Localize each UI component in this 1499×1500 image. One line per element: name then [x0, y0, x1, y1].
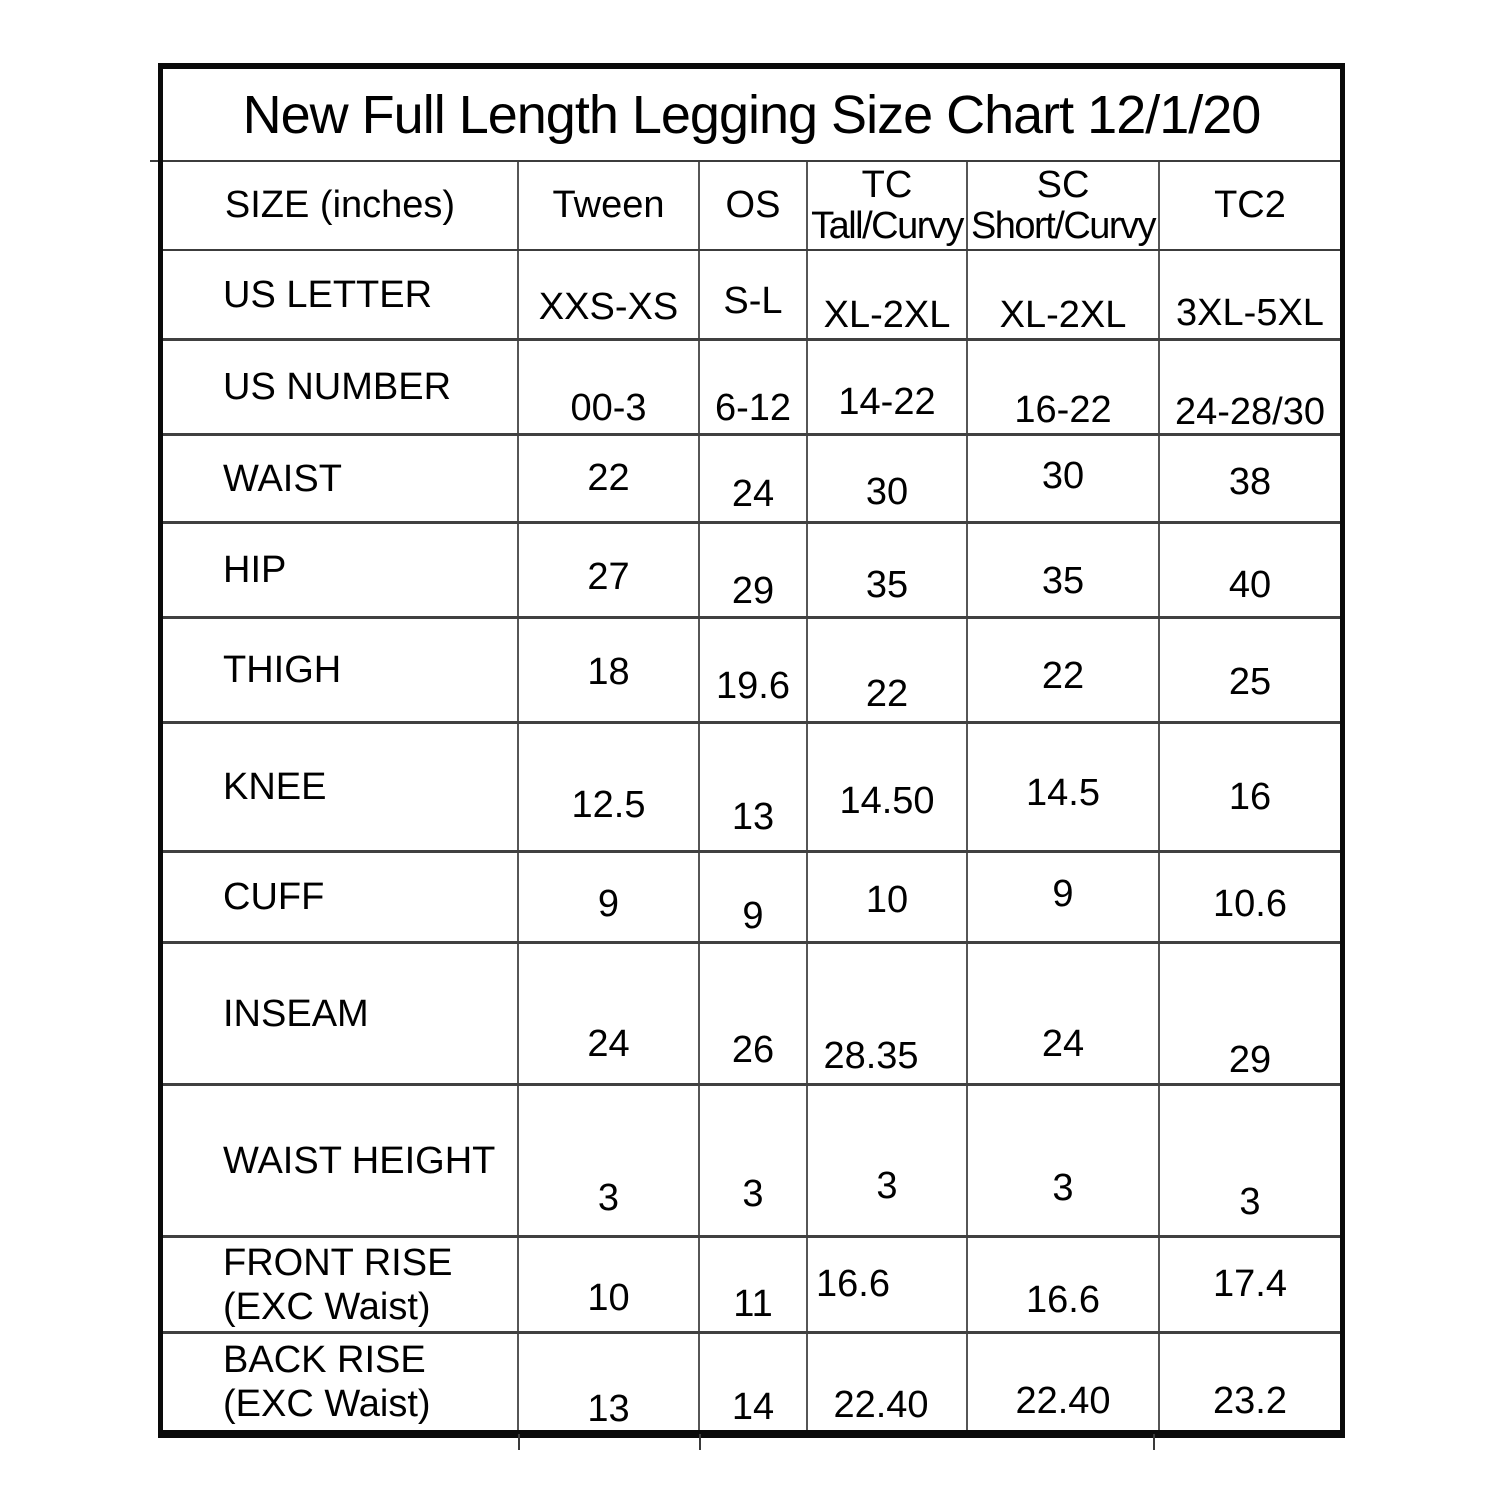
cell-value	[968, 944, 1160, 1083]
cell-value-text: 29	[731, 570, 775, 612]
cell-value-text: 35	[1041, 560, 1085, 602]
cell-value-text: 22	[587, 457, 630, 499]
row-label-cell	[163, 944, 519, 1083]
row-sublabel: (EXC Waist)	[223, 1383, 431, 1425]
cell-value-text: 24	[587, 1023, 630, 1065]
cell-value	[1160, 524, 1340, 616]
cell-value-text: 22.40	[1015, 1380, 1111, 1422]
cell-value	[968, 251, 1160, 338]
cell-value	[968, 1238, 1160, 1331]
header-row	[163, 162, 1340, 251]
cell-value-text: XL-2XL	[823, 294, 951, 336]
cell-value	[700, 853, 808, 941]
cell-value	[519, 1086, 700, 1235]
cell-value	[519, 341, 700, 433]
table-row	[163, 341, 1340, 436]
divider-tick	[150, 160, 158, 162]
title-row	[163, 69, 1340, 162]
cell-value	[519, 619, 700, 721]
cell-value	[700, 1238, 808, 1331]
cell-value-text: 40	[1228, 564, 1272, 606]
cell-value	[968, 341, 1160, 433]
row-label: US NUMBER	[223, 366, 452, 408]
cell-value	[1160, 1334, 1340, 1430]
cell-value-text: 14.5	[1026, 772, 1100, 814]
cell-value	[519, 1334, 700, 1430]
cell-value	[1160, 724, 1340, 850]
cell-value-text: 30	[865, 471, 909, 513]
cell-value	[808, 341, 968, 433]
cell-value-text: 9	[742, 895, 764, 937]
row-label: US LETTER	[223, 273, 433, 316]
cell-value-text: 29	[1228, 1039, 1272, 1081]
row-label: KNEE	[223, 766, 327, 808]
page-title: New Full Length Legging Size Chart 12/1/20	[242, 84, 1261, 145]
cell-value	[700, 944, 808, 1083]
cell-value	[1160, 436, 1340, 521]
cell-value	[1160, 853, 1340, 941]
table-row	[163, 1086, 1340, 1238]
column-line-tail	[518, 1434, 520, 1450]
cell-value	[808, 1086, 968, 1235]
cell-value	[968, 1334, 1160, 1430]
cell-value	[1160, 619, 1340, 721]
cell-value-text: 30	[1041, 455, 1085, 497]
cell-value-text: 22.40	[833, 1384, 929, 1426]
cell-value-text: 13	[587, 1388, 630, 1430]
cell-value	[808, 1238, 968, 1331]
cell-value-text: 24-28/30	[1174, 391, 1325, 433]
cell-value	[519, 853, 700, 941]
cell-value-text: 12.5	[571, 784, 646, 826]
column-header-label: SIZE (inches)	[224, 184, 456, 226]
cell-value-text: S-L	[723, 280, 783, 322]
row-label: THIGH	[223, 649, 342, 691]
column-header	[968, 162, 1160, 249]
cell-value-text: XL-2XL	[999, 294, 1127, 336]
cell-value-text: 9	[1052, 873, 1074, 915]
row-label-cell	[163, 1086, 519, 1235]
row-label-cell	[163, 1238, 519, 1331]
cell-value-text: 18	[587, 651, 630, 693]
cell-value	[808, 853, 968, 941]
row-label-cell	[163, 341, 519, 433]
cell-value	[968, 436, 1160, 521]
cell-value	[808, 251, 968, 338]
cell-value-text: 17.4	[1213, 1263, 1287, 1305]
cell-value-text: 13	[731, 796, 775, 838]
cell-value-text: 9	[597, 883, 620, 925]
cell-value-text: 00-3	[570, 387, 647, 429]
cell-value	[700, 1334, 808, 1430]
row-label: BACK RISE	[223, 1339, 426, 1381]
row-label: WAIST HEIGHT	[223, 1139, 496, 1182]
cell-value-text: 10	[865, 879, 909, 921]
cell-value	[968, 1086, 1160, 1235]
cell-value-text: 11	[733, 1283, 773, 1325]
column-header-sublabel: Short/Curvy	[970, 204, 1156, 247]
cell-value-text: 27	[587, 556, 630, 598]
cell-value-text: 16-22	[1014, 389, 1112, 431]
cell-value	[1160, 341, 1340, 433]
table-grid	[163, 162, 1340, 1430]
cell-value-text: 10.6	[1213, 883, 1287, 925]
cell-value	[700, 436, 808, 521]
table-row	[163, 853, 1340, 944]
cell-value	[808, 1334, 968, 1430]
table-row	[163, 944, 1340, 1086]
cell-value-text: 25	[1228, 661, 1272, 703]
cell-value	[1160, 251, 1340, 338]
table-row	[163, 251, 1340, 341]
column-header	[1160, 162, 1340, 249]
cell-value	[700, 724, 808, 850]
row-label-cell	[163, 724, 519, 850]
cell-value-text: 28.35	[823, 1035, 919, 1077]
column-header-sublabel: Tall/Curvy	[811, 204, 963, 247]
cell-value-text: 16.6	[1026, 1279, 1100, 1321]
cell-value-text: 16	[1228, 776, 1272, 818]
table-row	[163, 436, 1340, 524]
row-label-cell	[163, 436, 519, 521]
cell-value	[808, 619, 968, 721]
cell-value	[519, 944, 700, 1083]
table-row	[163, 724, 1340, 853]
column-line-tail	[1153, 1434, 1155, 1450]
cell-value-text: 19.6	[716, 665, 790, 707]
size-chart-table	[158, 63, 1345, 1438]
column-header	[808, 162, 968, 249]
cell-value	[968, 524, 1160, 616]
row-sublabel: (EXC Waist)	[223, 1285, 431, 1328]
cell-value	[808, 944, 968, 1083]
row-label-cell	[163, 251, 519, 338]
column-header	[700, 162, 808, 249]
row-label-cell	[163, 853, 519, 941]
cell-value-text: 6-12	[714, 387, 792, 429]
cell-value	[808, 436, 968, 521]
cell-value	[519, 524, 700, 616]
cell-value-text: 14-22	[838, 381, 936, 423]
row-label: FRONT RISE	[223, 1241, 453, 1284]
cell-value	[808, 524, 968, 616]
row-label: INSEAM	[223, 992, 369, 1035]
cell-value-text: 24	[1041, 1023, 1085, 1065]
row-label: CUFF	[223, 876, 325, 918]
cell-value-text: 23.2	[1213, 1380, 1287, 1422]
cell-value	[700, 341, 808, 433]
cell-value	[519, 724, 700, 850]
cell-value-text: 3	[597, 1177, 620, 1219]
row-label: WAIST	[223, 457, 342, 500]
column-header	[163, 162, 519, 249]
cell-value-text: 14.50	[839, 780, 935, 822]
cell-value-text: 3	[1239, 1181, 1261, 1223]
row-label: HIP	[223, 549, 287, 591]
column-header-label: TC	[861, 163, 913, 206]
cell-value-text: 22	[1041, 655, 1085, 697]
cell-value	[700, 251, 808, 338]
cell-value-text: 24	[731, 473, 775, 515]
cell-value-text: 26	[731, 1029, 775, 1071]
column-line-tail	[699, 1434, 701, 1450]
cell-value	[968, 853, 1160, 941]
cell-value	[808, 724, 968, 850]
cell-value-text: 3	[1052, 1167, 1074, 1209]
cell-value	[968, 619, 1160, 721]
column-header	[519, 162, 700, 249]
cell-value-text: 22	[865, 673, 909, 715]
table-row	[163, 524, 1340, 619]
column-header-label: OS	[725, 184, 781, 226]
cell-value	[1160, 1238, 1340, 1331]
cell-value-text: 14	[731, 1386, 775, 1428]
column-header-label: SC	[1036, 163, 1090, 206]
cell-value-text: 38	[1228, 461, 1272, 503]
column-header-label: TC2	[1214, 184, 1286, 226]
cell-value-text: 3XL-5XL	[1176, 292, 1324, 334]
cell-value	[968, 724, 1160, 850]
row-label-cell	[163, 1334, 519, 1430]
cell-value	[519, 436, 700, 521]
column-header-label: Tween	[552, 184, 665, 226]
table-row	[163, 1334, 1340, 1430]
cell-value	[700, 524, 808, 616]
row-label-cell	[163, 524, 519, 616]
table-row	[163, 619, 1340, 724]
cell-value	[1160, 1086, 1340, 1235]
cell-value	[1160, 944, 1340, 1083]
cell-value	[519, 251, 700, 338]
cell-value-text: 3	[742, 1173, 764, 1215]
cell-value	[700, 619, 808, 721]
cell-value-text: XXS-XS	[538, 286, 679, 328]
cell-value-text: 10	[587, 1277, 630, 1319]
table-row	[163, 1238, 1340, 1334]
cell-value	[519, 1238, 700, 1331]
cell-value-text: 35	[865, 564, 909, 606]
cell-value	[700, 1086, 808, 1235]
cell-value-text: 16.6	[816, 1263, 890, 1305]
row-label-cell	[163, 619, 519, 721]
cell-value-text: 3	[876, 1165, 898, 1207]
